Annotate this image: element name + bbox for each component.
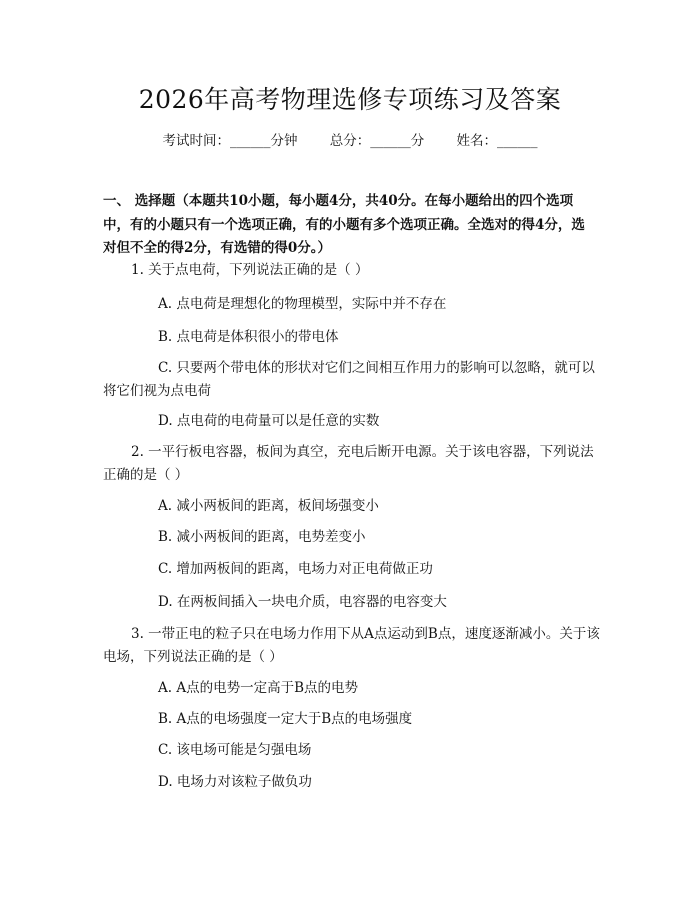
- question-1-option-c: C. 只要两个带电体的形状对它们之间相互作用力的影响可以忽略，就可以将它们视为点电荷: [103, 360, 595, 399]
- exam-time-field: 考试时间：______分钟: [162, 133, 298, 149]
- page-title: 2026年高考物理选修专项练习及答案: [138, 85, 562, 114]
- question-1-option-b: B. 点电荷是体积很小的带电体: [158, 329, 339, 345]
- student-name-field: 姓名：______: [456, 133, 538, 149]
- question-1-option-d: D. 点电荷的电荷量可以是任意的实数: [158, 413, 380, 429]
- question-2-option-b: B. 减小两板间的距离，电势差变小: [158, 529, 366, 545]
- question-1-option-a: A. 点电荷是理想化的物理模型，实际中并不存在: [158, 296, 447, 312]
- question-2-option-c: C. 增加两板间的距离，电场力对正电荷做正功: [158, 561, 433, 577]
- question-2-option-d: D. 在两板间插入一块电介质，电容器的电容变大: [158, 594, 447, 610]
- question-2-option-a: A. 减小两板间的距离，板间场强变小: [158, 498, 379, 514]
- question-1-stem: 1. 关于点电荷，下列说法正确的是（ ）: [131, 262, 369, 278]
- question-3-option-c: C. 该电场可能是匀强电场: [158, 742, 312, 758]
- section-heading: 一、 选择题（本题共10小题，每小题4分，共40分。在每小题给出的四个选项中，有的小题只有一个选项正确，有的小题有多个选项正确。全选对的得4分，选对但不全的得2分，有选错的得0分。）: [103, 193, 585, 256]
- exam-info: [0, 131, 700, 151]
- question-2-stem: 2. 一平行板电容器，板间为真空，充电后断开电源。关于该电容器，下列说法正确的是（ ）: [103, 444, 594, 483]
- question-3-option-b: B. A点的电场强度一定大于B点的电场强度: [158, 711, 413, 727]
- question-3-stem: 3. 一带正电的粒子只在电场力作用下从A点运动到B点，速度逐渐减小。关于该电场，下列说法正确的是（ ）: [103, 626, 600, 665]
- question-3-option-d: D. 电场力对该粒子做负功: [158, 774, 312, 790]
- total-score-field: 总分：______分: [329, 133, 425, 149]
- question-3-option-a: A. A点的电势一定高于B点的电势: [158, 680, 359, 696]
